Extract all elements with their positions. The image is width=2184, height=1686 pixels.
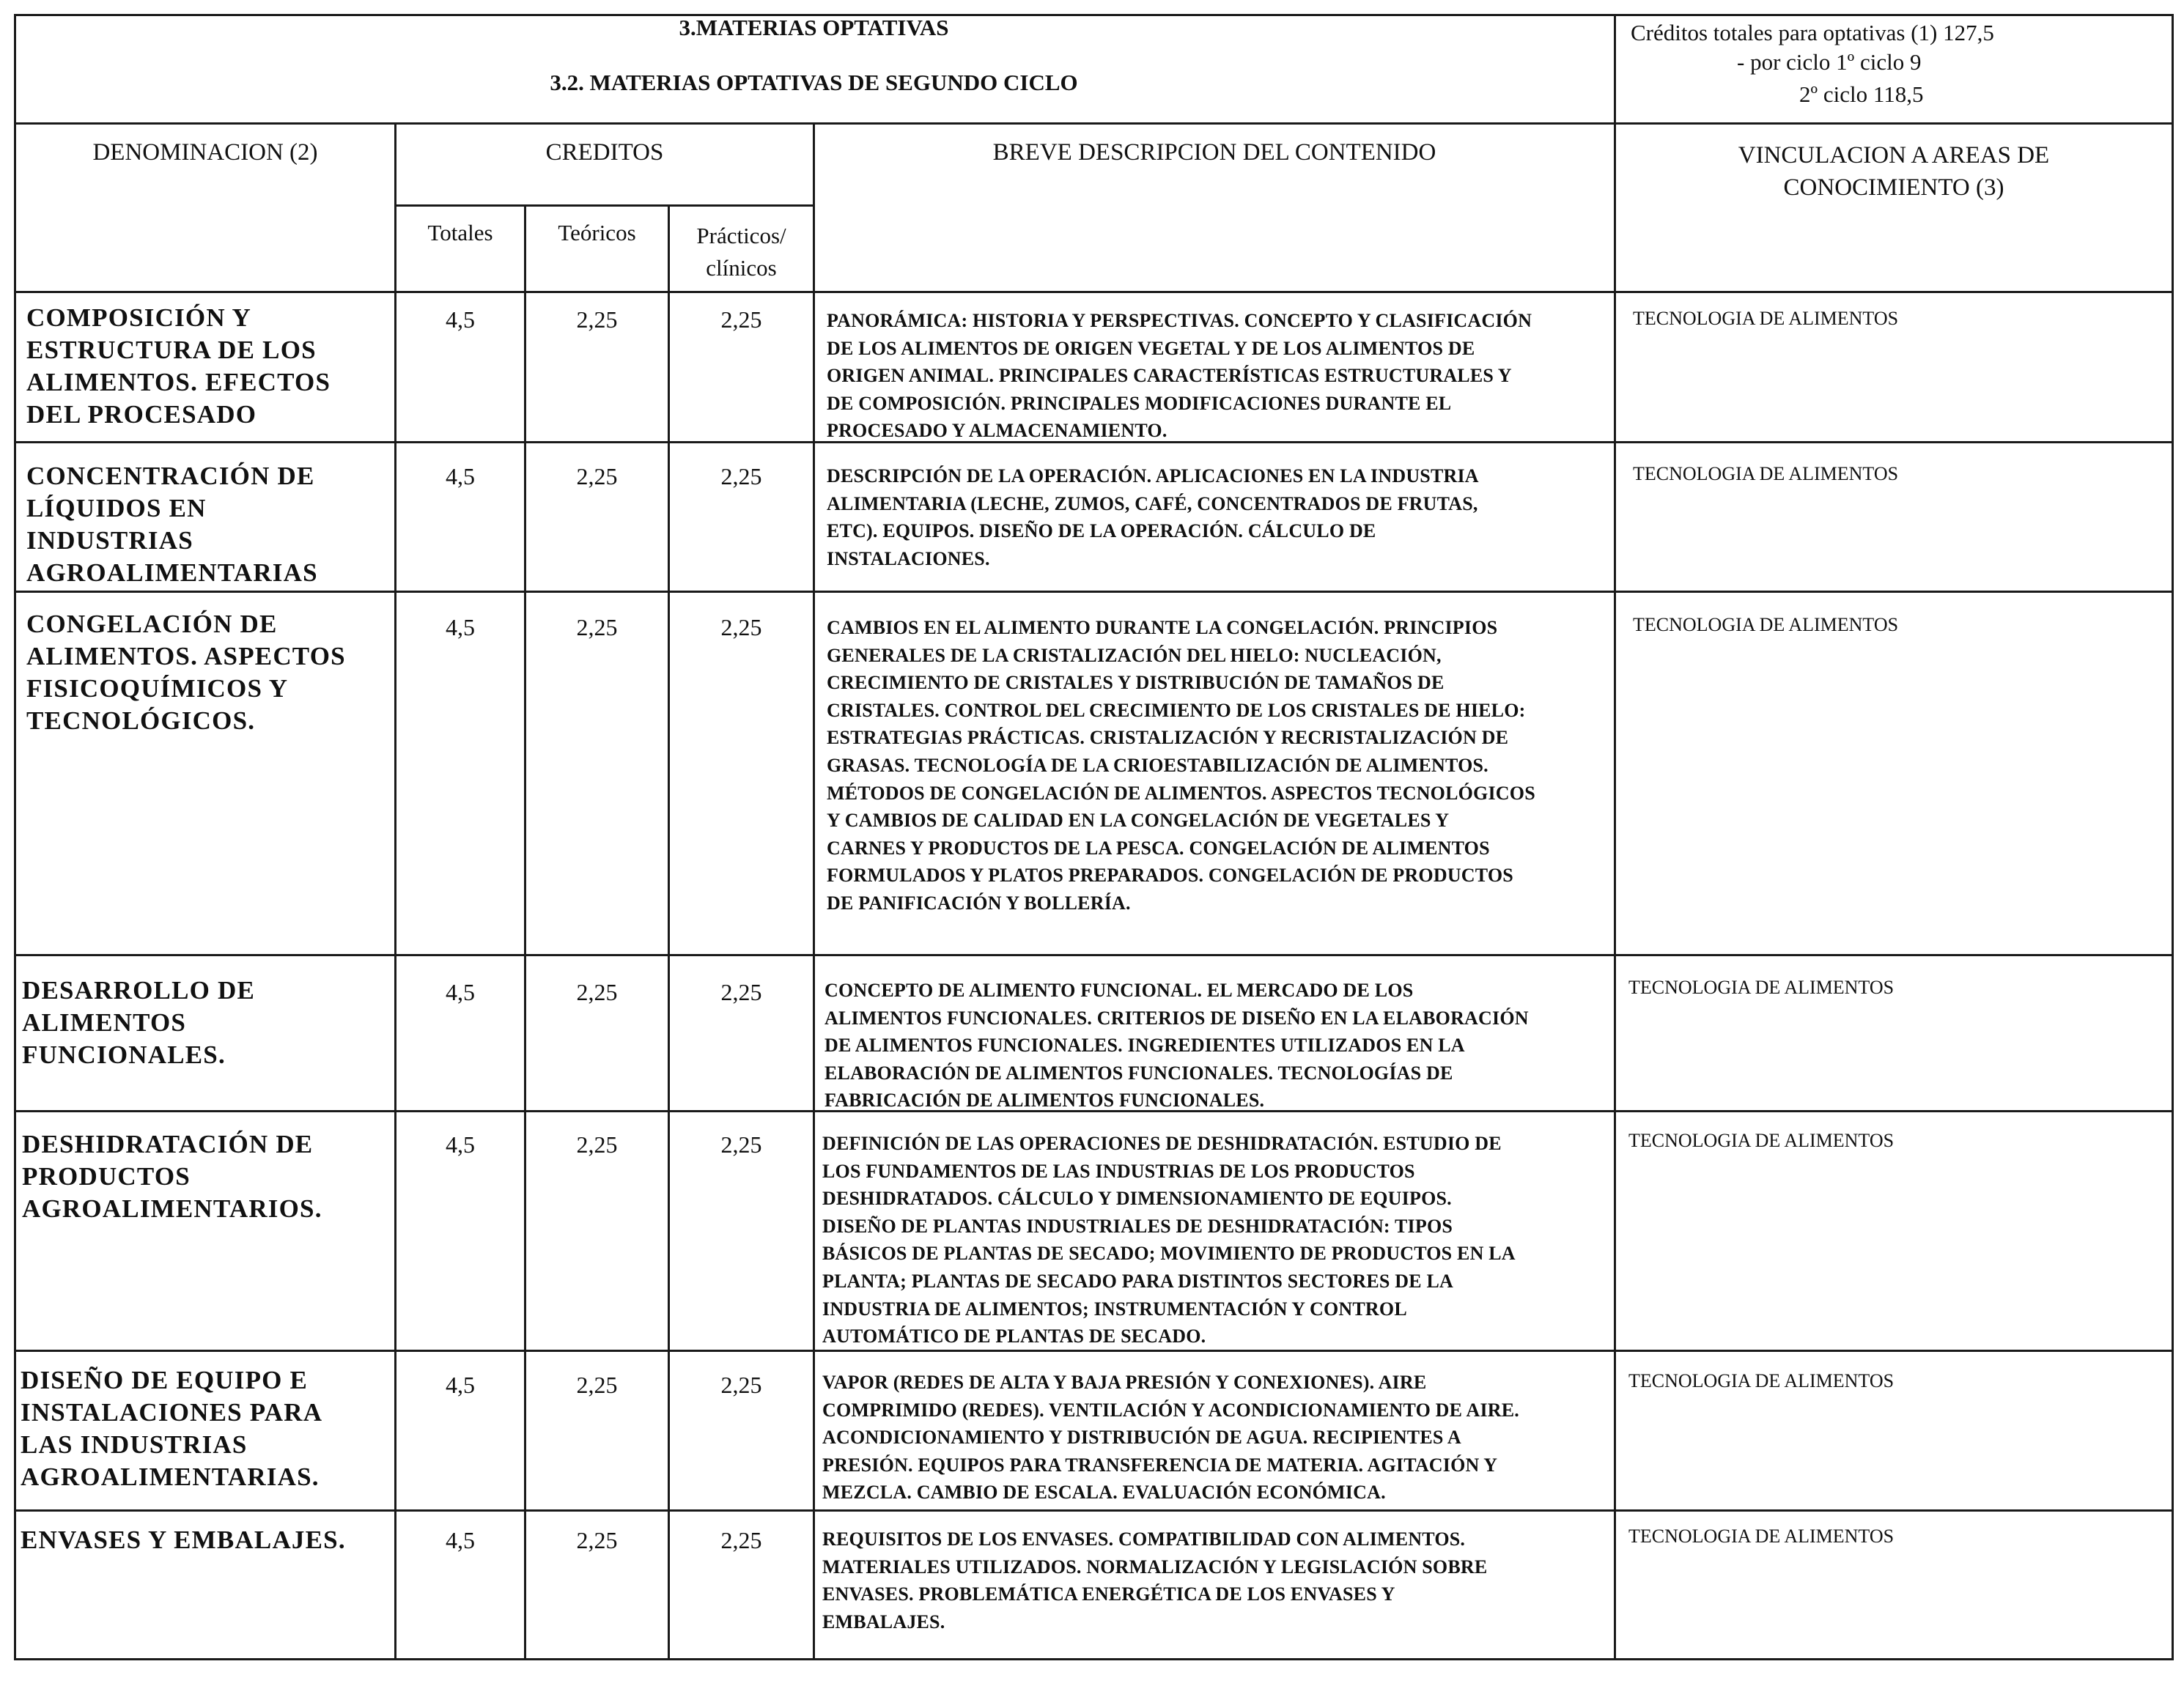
column-divider [524, 204, 526, 1660]
credits-teoricos: 2,25 [576, 614, 618, 640]
knowledge-area: TECNOLOGIA DE ALIMENTOS [1628, 1130, 1895, 1151]
section-subtitle: 3.2. MATERIAS OPTATIVAS DE SEGUNDO CICLO [550, 70, 1078, 95]
row-separator [14, 1509, 2174, 1512]
credits-practicos: 2,25 [720, 1527, 762, 1553]
subject-description: VAPOR (REDES DE ALTA Y BAJA PRESIÓN Y CONEXIONES). AIRE COMPRIMIDO (REDES). VENTILACIÓN Y ACONDICIONAMIENTO DE AIRE. ACONDICIONAMIENTO Y DISTRIBUCIÓN DE AGUA. RECIPIENTES A PRESIÓN. EQUIPOS PARA TRANSFERENCIA DE MATERIA. AGITACIÓN Y MEZCLA. CAMBIO DE ESCALA. EVALUACIÓN ECONÓMICA. [822, 1372, 1519, 1504]
subject-name: DISEÑO DE EQUIPO E INSTALACIONES PARA LAS INDUSTRIAS AGROALIMENTARIAS. [21, 1366, 323, 1491]
subject-description: DESCRIPCIÓN DE LA OPERACIÓN. APLICACIONES EN LA INDUSTRIA ALIMENTARIA (LECHE, ZUMOS, CAFÉ, CONCENTRADOS DE FRUTAS, ETC). EQUIPOS. DISEÑO DE LA OPERACIÓN. CÁLCULO DE INSTALACIONES. [827, 465, 1479, 569]
subject-description: PANORÁMICA: HISTORIA Y PERSPECTIVAS. CONCEPTO Y CLASIFICACIÓN DE LOS ALIMENTOS DE ORIGEN VEGETAL Y DE LOS ALIMENTOS DE ORIGEN ANIMAL. PRINCIPALES CARACTERÍSTICAS ESTRUCTURALES Y DE COMPOSICIÓN. PRINCIPALES MODIFICACIONES DURANTE EL PROCESADO Y ALMACENAMIENTO. [827, 310, 1532, 442]
column-header-teoricos: Teóricos [558, 220, 636, 245]
credits-practicos: 2,25 [720, 463, 762, 489]
column-header-descripcion: BREVE DESCRIPCION DEL CONTENIDO [992, 139, 1436, 166]
credits-practicos: 2,25 [720, 614, 762, 640]
credits-subheader-line [394, 204, 815, 207]
column-divider [1614, 14, 1616, 1660]
table-bottom-border [14, 1658, 2174, 1660]
credits-totales: 4,5 [446, 1131, 475, 1158]
subject-description: DEFINICIÓN DE LAS OPERACIONES DE DESHIDRATACIÓN. ESTUDIO DE LOS FUNDAMENTOS DE LAS INDUSTRIAS DE LOS PRODUCTOS DESHIDRATADOS. CÁLCULO Y DIMENSIONAMIENTO DE EQUIPOS. DISEÑO DE PLANTAS INDUSTRIALES DE DESHIDRATACIÓN: TIPOS BÁSICOS DE PLANTAS DE SECADO; MOVIMIENTO DE PRODUCTOS EN LA PLANTA; PLANTAS DE SECADO PARA DISTINTOS SECTORES DE LA INDUSTRIA DE ALIMENTOS; INSTRUMENTACIÓN Y CONTROL AUTOMÁTICO DE PLANTAS DE SECADO. [822, 1133, 1516, 1347]
subject-name: DESHIDRATACIÓN DE PRODUCTOS AGROALIMENTARIOS. [22, 1130, 322, 1223]
knowledge-area: TECNOLOGIA DE ALIMENTOS [1633, 463, 1899, 484]
credits-teoricos: 2,25 [576, 979, 618, 1005]
credits-teoricos: 2,25 [576, 1372, 618, 1398]
credits-totales: 4,5 [446, 463, 475, 489]
credits-by-cycle: - por ciclo 1º ciclo 9 [1737, 49, 1922, 75]
credits-teoricos: 2,25 [576, 463, 618, 489]
column-header-totales: Totales [427, 220, 493, 245]
subject-name: DESARROLLO DE ALIMENTOS FUNCIONALES. [22, 976, 256, 1069]
credits-teoricos: 2,25 [576, 306, 618, 333]
credits-practicos: 2,25 [720, 1131, 762, 1158]
row-separator [14, 591, 2174, 593]
credits-practicos: 2,25 [720, 306, 762, 333]
credits-totales: 4,5 [446, 306, 475, 333]
column-divider [394, 122, 396, 1660]
subject-name: ENVASES Y EMBALAJES. [21, 1526, 346, 1554]
credits-total: Créditos totales para optativas (1) 127,5 [1631, 20, 1994, 45]
credits-practicos: 2,25 [720, 979, 762, 1005]
credits-practicos: 2,25 [720, 1372, 762, 1398]
subject-name: CONCENTRACIÓN DE LÍQUIDOS EN INDUSTRIAS AGROALIMENTARIAS [26, 462, 318, 587]
subject-description: CAMBIOS EN EL ALIMENTO DURANTE LA CONGELACIÓN. PRINCIPIOS GENERALES DE LA CRISTALIZACIÓN DEL HIELO: NUCLEACIÓN, CRECIMIENTO DE CRISTALES Y DISTRIBUCIÓN DE TAMAÑOS DE CRISTALES. CONTROL DEL CRECIMIENTO DE LOS CRISTALES DE HIELO: ESTRATEGIAS PRÁCTICAS. CRISTALIZACIÓN Y RECRISTALIZACIÓN DE GRASAS. TECNOLOGÍA DE LA CRIOESTABILIZACIÓN DE ALIMENTOS. MÉTODOS DE CONGELACIÓN DE ALIMENTOS. ASPECTOS TECNOLÓGICOS Y CAMBIOS DE CALIDAD EN LA CONGELACIÓN DE VEGETALES Y CARNES Y PRODUCTOS DE LA PESCA. CONGELACIÓN DE ALIMENTOS FORMULADOS Y PLATOS PREPARADOS. CONGELACIÓN DE PRODUCTOS DE PANIFICACIÓN Y BOLLERÍA. [827, 617, 1535, 914]
credits-teoricos: 2,25 [576, 1131, 618, 1158]
column-header-creditos: CREDITOS [545, 139, 664, 166]
subject-description: CONCEPTO DE ALIMENTO FUNCIONAL. EL MERCADO DE LOS ALIMENTOS FUNCIONALES. CRITERIOS DE DISEÑO EN LA ELABORACIÓN DE ALIMENTOS FUNCIONALES. INGREDIENTES UTILIZADOS EN LA ELABORACIÓN DE ALIMENTOS FUNCIONALES. TECNOLOGÍAS DE FABRICACIÓN DE ALIMENTOS FUNCIONALES. [824, 980, 1529, 1112]
credits-cycle-2: 2º ciclo 118,5 [1799, 81, 1924, 107]
column-header-denominacion: DENOMINACION (2) [92, 139, 318, 166]
knowledge-area: TECNOLOGIA DE ALIMENTOS [1628, 1526, 1895, 1547]
table-left-border [14, 14, 16, 1660]
knowledge-area: TECNOLOGIA DE ALIMENTOS [1633, 614, 1899, 635]
knowledge-area: TECNOLOGIA DE ALIMENTOS [1628, 1370, 1895, 1391]
credits-teoricos: 2,25 [576, 1527, 618, 1553]
credits-totales: 4,5 [446, 614, 475, 640]
subject-name: COMPOSICIÓN Y ESTRUCTURA DE LOS ALIMENTOS. EFECTOS DEL PROCESADO [26, 303, 331, 429]
table-right-border [2172, 14, 2174, 1660]
section-title: 3.MATERIAS OPTATIVAS [679, 15, 949, 40]
column-divider [813, 122, 815, 1660]
credits-totales: 4,5 [446, 979, 475, 1005]
credits-totales: 4,5 [446, 1527, 475, 1553]
subject-description: REQUISITOS DE LOS ENVASES. COMPATIBILIDAD CON ALIMENTOS. MATERIALES UTILIZADOS. NORMALIZACIÓN Y LEGISLACIÓN SOBRE ENVASES. PROBLEMÁTICA ENERGÉTICA DE LOS ENVASES Y EMBALAJES. [822, 1528, 1488, 1633]
column-header-bottom [14, 291, 2174, 293]
row-separator [14, 954, 2174, 956]
knowledge-area: TECNOLOGIA DE ALIMENTOS [1633, 308, 1899, 329]
knowledge-area: TECNOLOGIA DE ALIMENTOS [1628, 977, 1895, 998]
header-separator [14, 122, 2174, 125]
credits-totales: 4,5 [446, 1372, 475, 1398]
column-divider [668, 204, 670, 1660]
column-header-vinculacion: VINCULACION A AREAS DE CONOCIMIENTO (3) [1738, 142, 2050, 201]
subject-name: CONGELACIÓN DE ALIMENTOS. ASPECTOS FISICOQUÍMICOS Y TECNOLÓGICOS. [26, 610, 346, 735]
column-header-practicos: Prácticos/ clínicos [696, 223, 786, 281]
